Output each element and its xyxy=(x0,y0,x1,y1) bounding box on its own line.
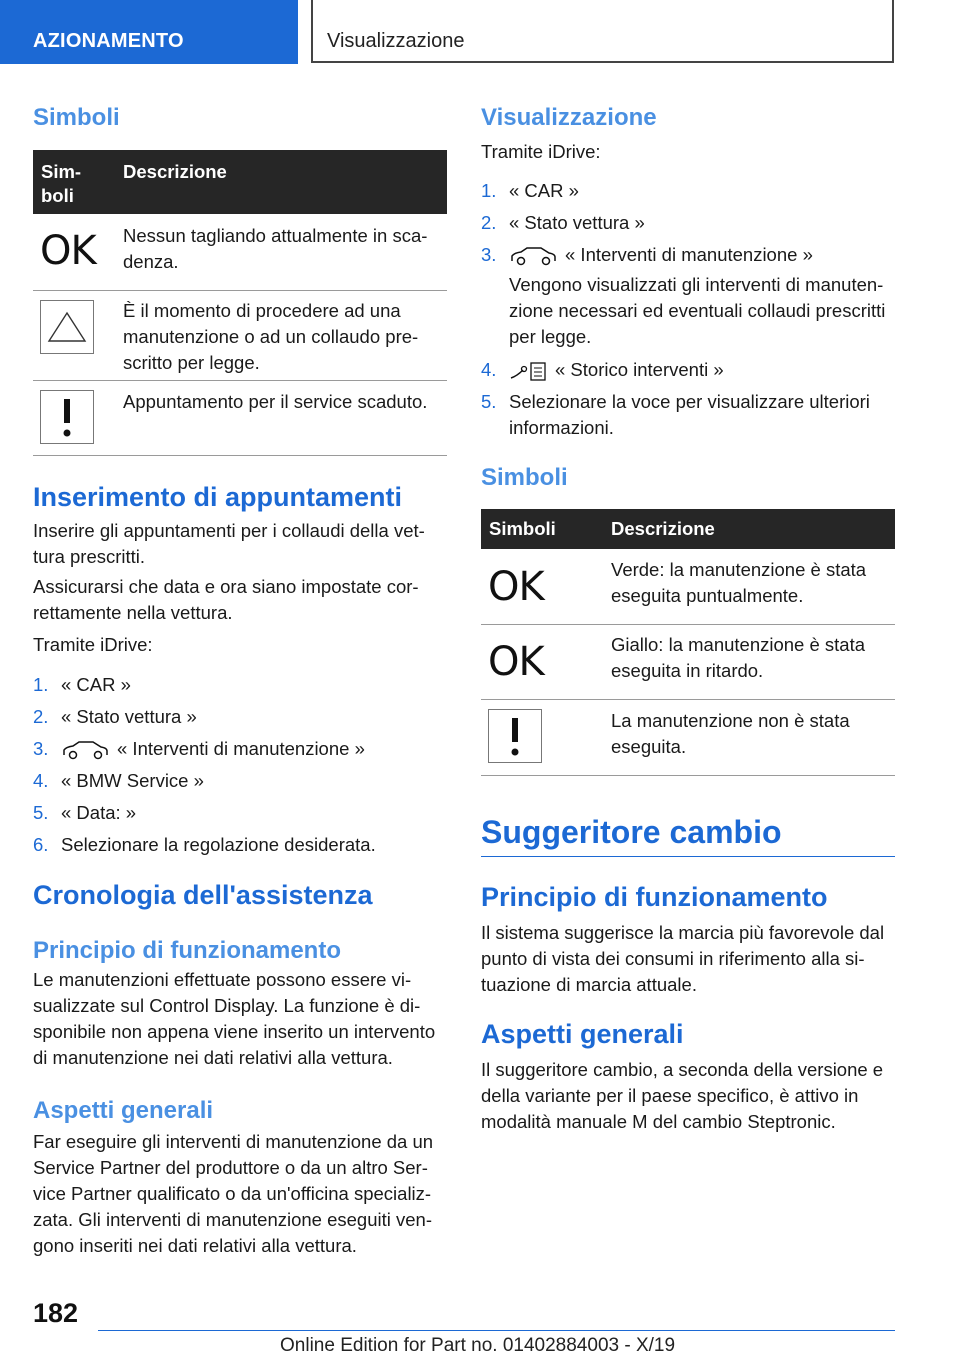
text-line: zata. Gli interventi di manutenzione eseguiti ven- xyxy=(33,1209,432,1230)
text-line: Giallo: la manutenzione è stata xyxy=(611,634,866,655)
list-number: 1. xyxy=(33,674,49,695)
list-text: Selezionare la voce per visualizzare ulteriori xyxy=(509,391,870,412)
list-text: « Stato vettura » xyxy=(61,706,197,727)
table2-divider xyxy=(481,699,895,700)
header-section-label: AZIONAMENTO xyxy=(33,30,184,52)
list-text: « Stato vettura » xyxy=(509,212,645,233)
list-number: 4. xyxy=(481,359,497,380)
table2-row2-desc xyxy=(611,632,865,684)
left-tramite-idrive: Tramite iDrive: xyxy=(33,634,153,655)
list-number: 1. xyxy=(481,180,497,201)
inserimento-heading: Inserimento di appuntamenti xyxy=(33,482,403,512)
table1-divider xyxy=(33,290,447,291)
table1-row3-line1: Appuntamento per il service scaduto. xyxy=(123,391,428,412)
table1-row1-desc xyxy=(123,223,427,275)
list-number: 4. xyxy=(33,770,49,791)
text-line: gono inseriti nei dati relativi alla vettura. xyxy=(33,1235,357,1256)
left-simboli-heading: Simboli xyxy=(33,104,120,131)
suggeritore-heading: Suggeritore cambio xyxy=(481,814,782,850)
left-aspetti-paragraph xyxy=(33,1129,433,1259)
warning-triangle-icon xyxy=(40,300,94,354)
list-icon-wrap xyxy=(61,736,109,762)
right-simboli-heading: Simboli xyxy=(481,464,568,491)
table1-row2-line1: È il momento di procedere ad una xyxy=(123,300,401,321)
list-number: 2. xyxy=(33,706,49,727)
table2-row3-desc xyxy=(611,708,850,760)
list-number: 5. xyxy=(33,802,49,823)
header-chapter-tab xyxy=(311,0,894,63)
table1-divider xyxy=(33,380,447,381)
text-line: Service Partner del produttore o da un altro Ser- xyxy=(33,1157,428,1178)
right-principio-paragraph xyxy=(481,920,884,998)
text-line: Far eseguire gli interventi di manutenzione da un xyxy=(33,1131,434,1152)
list-number: 6. xyxy=(33,834,49,855)
list-text: « Interventi di manutenzione » xyxy=(117,738,365,759)
table1-col1-header xyxy=(41,160,81,208)
left-aspetti-heading: Aspetti generali xyxy=(33,1097,214,1124)
text-line: modalità manuale M del cambio Steptronic. xyxy=(481,1111,836,1132)
footer-edition: Online Edition for Part no. 01402884003 - X/19 xyxy=(280,1335,676,1356)
left-principio-heading: Principio di funzionamento xyxy=(33,937,341,964)
ok-icon: OK xyxy=(40,228,96,274)
text-line: Il suggeritore cambio, a seconda della versione e xyxy=(481,1059,884,1080)
right-step5-continuation: informazioni. xyxy=(509,417,614,438)
table2-col2-header: Descrizione xyxy=(611,518,715,539)
car-icon xyxy=(61,739,109,761)
text-line: sualizzate sul Control Display. La funzione è di- xyxy=(33,995,421,1016)
list-number: 3. xyxy=(33,738,49,759)
list-number: 3. xyxy=(481,244,497,265)
table1-col1-line1: Sim- xyxy=(41,161,82,182)
right-principio-heading: Principio di funzionamento xyxy=(481,882,828,912)
table2-divider xyxy=(481,624,895,625)
left-principio-paragraph xyxy=(33,967,435,1071)
table1-row2-desc xyxy=(123,298,418,376)
list-text: « Data: » xyxy=(61,802,137,823)
table2-col1-header: Simboli xyxy=(489,518,556,539)
table1-header xyxy=(33,150,447,214)
cronologia-heading: Cronologia dell'assistenza xyxy=(33,880,373,910)
text-line: di manutenzione nei dati relativi alla vettura. xyxy=(33,1047,393,1068)
text-line: La manutenzione non è stata xyxy=(611,710,850,731)
right-aspetti-heading: Aspetti generali xyxy=(481,1019,684,1049)
inserimento-paragraph-1 xyxy=(33,518,425,570)
page-number: 182 xyxy=(33,1298,79,1328)
footer-rule xyxy=(98,1330,895,1331)
table1-row1-line2: denza. xyxy=(123,251,179,272)
table1-col2-header: Descrizione xyxy=(123,161,227,182)
heading-rule xyxy=(481,856,895,857)
right-tramite-idrive: Tramite iDrive: xyxy=(481,141,601,162)
ok-icon: OK xyxy=(488,564,544,610)
text-line: sponibile non appena viene inserito un intervento xyxy=(33,1021,436,1042)
list-text: « CAR » xyxy=(61,674,131,695)
list-icon-wrap xyxy=(509,357,549,383)
exclamation-icon xyxy=(488,709,542,763)
list-text: « BMW Service » xyxy=(61,770,204,791)
text-line: zione necessari ed eventuali collaudi prescritti xyxy=(509,300,886,321)
table2-bottom-line xyxy=(481,775,895,776)
text-line: tura prescritti. xyxy=(33,546,146,567)
list-text: Selezionare la regolazione desiderata. xyxy=(61,834,376,855)
text-line: della variante per il paese specifico, è attivo in xyxy=(481,1085,859,1106)
text-line: rettamente nella vettura. xyxy=(33,602,233,623)
text-line: Vengono visualizzati gli interventi di manuten- xyxy=(509,274,884,295)
text-line: eseguita. xyxy=(611,736,687,757)
service-history-icon xyxy=(509,360,549,382)
inserimento-paragraph-2 xyxy=(33,574,419,626)
list-text: « CAR » xyxy=(509,180,579,201)
text-line: per legge. xyxy=(509,326,592,347)
right-aspetti-paragraph xyxy=(481,1057,883,1135)
table1-row3-desc xyxy=(123,389,427,415)
header-section-tab xyxy=(0,0,298,64)
text-line: Le manutenzioni effettuate possono essere vi- xyxy=(33,969,412,990)
list-text: « Storico interventi » xyxy=(555,359,724,380)
text-line: Verde: la manutenzione è stata xyxy=(611,559,867,580)
list-number: 2. xyxy=(481,212,497,233)
list-text: « Interventi di manutenzione » xyxy=(565,244,813,265)
table1-row2-line2: manutenzione o ad un collaudo pre- xyxy=(123,326,419,347)
text-line: eseguita puntualmente. xyxy=(611,585,804,606)
car-icon xyxy=(509,245,557,267)
table1-bottom-line xyxy=(33,455,447,456)
text-line: punto di vista dei consumi in riferimento alla si- xyxy=(481,948,865,969)
text-line: eseguita in ritardo. xyxy=(611,660,764,681)
table2-header xyxy=(481,509,895,549)
table1-row2-line3: scritto per legge. xyxy=(123,352,260,373)
ok-icon: OK xyxy=(488,639,544,685)
exclamation-icon xyxy=(40,390,94,444)
list-icon-wrap xyxy=(509,242,557,268)
text-line: Inserire gli appuntamenti per i collaudi della vet- xyxy=(33,520,425,541)
list-number: 5. xyxy=(481,391,497,412)
right-step3-subtext xyxy=(509,272,885,350)
text-line: Assicurarsi che data e ora siano impostate cor- xyxy=(33,576,419,597)
visualizzazione-heading: Visualizzazione xyxy=(481,104,657,131)
table2-row1-desc xyxy=(611,557,866,609)
table1-col1-line2: boli xyxy=(41,185,74,206)
table1-row1-line1: Nessun tagliando attualmente in sca- xyxy=(123,225,428,246)
text-line: Il sistema suggerisce la marcia più favorevole dal xyxy=(481,922,885,943)
header-chapter-label: Visualizzazione xyxy=(327,30,465,52)
text-line: tuazione di marcia attuale. xyxy=(481,974,697,995)
text-line: vice Partner qualificato o da un'officina specializ- xyxy=(33,1183,432,1204)
